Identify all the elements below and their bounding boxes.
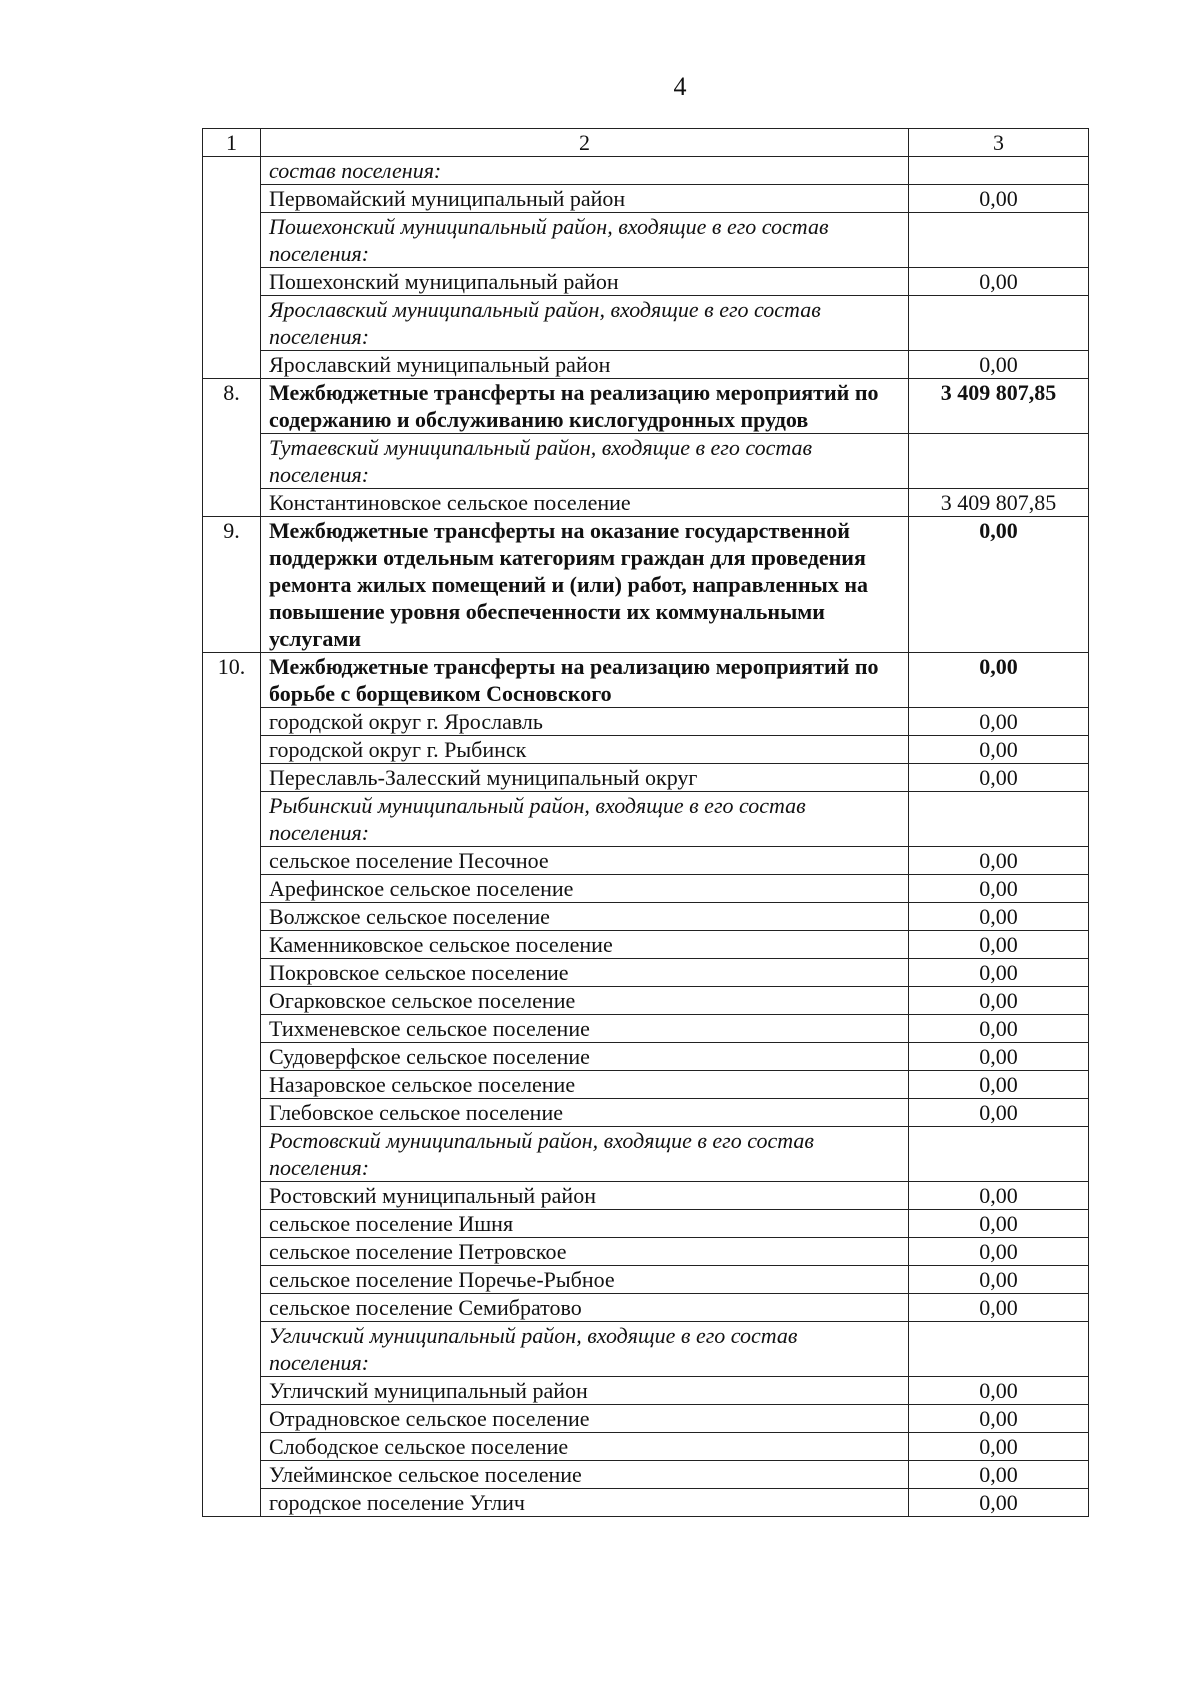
table-row [203, 959, 1089, 987]
table-row [203, 1461, 1089, 1489]
recipient-name: Покровское сельское поселение [261, 959, 909, 987]
amount-cell: 0,00 [909, 1433, 1089, 1461]
recipient-name: Судоверфское сельское поселение [261, 1043, 909, 1071]
amount-cell: 0,00 [909, 1266, 1089, 1294]
item-number: 10. [203, 653, 261, 1517]
recipient-name: Слободское сельское поселение [261, 1433, 909, 1461]
group-heading: состав поселения: [261, 157, 909, 185]
item-number: 9. [203, 517, 261, 653]
recipient-name: сельское поселение Ишня [261, 1210, 909, 1238]
amount-cell: 3 409 807,85 [909, 379, 1089, 434]
amount-cell: 0,00 [909, 1210, 1089, 1238]
amount-cell [909, 296, 1089, 351]
table-row [203, 1322, 1089, 1377]
recipient-name: Волжское сельское поселение [261, 903, 909, 931]
table-row [203, 792, 1089, 847]
budget-transfers-table [202, 128, 1089, 1517]
table-row [203, 1182, 1089, 1210]
table-row [203, 1043, 1089, 1071]
item-title: Межбюджетные трансферты на реализацию мероприятий по содержанию и обслуживанию кислогудронных прудов [261, 379, 909, 434]
amount-cell: 0,00 [909, 1043, 1089, 1071]
group-heading: Рыбинский муниципальный район, входящие в его состав поселения: [261, 792, 909, 847]
recipient-name: городской округ г. Ярославль [261, 708, 909, 736]
amount-cell: 0,00 [909, 1461, 1089, 1489]
table-row [203, 1377, 1089, 1405]
table-row [203, 708, 1089, 736]
table-row [203, 1266, 1089, 1294]
recipient-name: Назаровское сельское поселение [261, 1071, 909, 1099]
amount-cell: 0,00 [909, 764, 1089, 792]
table-row [203, 931, 1089, 959]
amount-cell [909, 157, 1089, 185]
recipient-name: Глебовское сельское поселение [261, 1099, 909, 1127]
recipient-name: городской округ г. Рыбинск [261, 736, 909, 764]
table-row [203, 1294, 1089, 1322]
recipient-name: Тихменевское сельское поселение [261, 1015, 909, 1043]
table-row [203, 1071, 1089, 1099]
recipient-name: Первомайский муниципальный район [261, 185, 909, 213]
table-row [203, 987, 1089, 1015]
table-row [203, 379, 1089, 434]
table-row [203, 351, 1089, 379]
recipient-name: Пошехонский муниципальный район [261, 268, 909, 296]
amount-cell: 0,00 [909, 736, 1089, 764]
table-row [203, 764, 1089, 792]
amount-cell: 0,00 [909, 1377, 1089, 1405]
amount-cell: 0,00 [909, 987, 1089, 1015]
table-row [203, 1238, 1089, 1266]
amount-cell: 0,00 [909, 1489, 1089, 1517]
recipient-name: Огарковское сельское поселение [261, 987, 909, 1015]
item-number [203, 157, 261, 379]
table-row [203, 157, 1089, 185]
table-header-row [203, 129, 1089, 157]
amount-cell: 0,00 [909, 1238, 1089, 1266]
amount-cell [909, 1322, 1089, 1377]
table-row [203, 1405, 1089, 1433]
table-body [203, 129, 1089, 1517]
column-2-header: 2 [261, 129, 909, 157]
table-row [203, 268, 1089, 296]
item-title: Межбюджетные трансферты на реализацию мероприятий по борьбе с борщевиком Сосновского [261, 653, 909, 708]
recipient-name: Угличский муниципальный район [261, 1377, 909, 1405]
amount-cell: 0,00 [909, 1294, 1089, 1322]
page-number: 4 [673, 72, 687, 101]
group-heading: Ярославский муниципальный район, входящие в его состав поселения: [261, 296, 909, 351]
recipient-name: Переславль-Залесский муниципальный округ [261, 764, 909, 792]
amount-cell [909, 213, 1089, 268]
amount-cell [909, 1127, 1089, 1182]
recipient-name: городское поселение Углич [261, 1489, 909, 1517]
table-row [203, 1489, 1089, 1517]
amount-cell: 0,00 [909, 1071, 1089, 1099]
table-row [203, 903, 1089, 931]
table-row [203, 1015, 1089, 1043]
item-number: 8. [203, 379, 261, 517]
recipient-name: Ярославский муниципальный район [261, 351, 909, 379]
amount-cell: 0,00 [909, 1015, 1089, 1043]
amount-cell [909, 792, 1089, 847]
column-1-header: 1 [203, 129, 261, 157]
recipient-name: Константиновское сельское поселение [261, 489, 909, 517]
table-row [203, 1099, 1089, 1127]
amount-cell: 0,00 [909, 1099, 1089, 1127]
table-row [203, 213, 1089, 268]
table-row [203, 517, 1089, 653]
group-heading: Угличский муниципальный район, входящие в его состав поселения: [261, 1322, 909, 1377]
recipient-name: сельское поселение Семибратово [261, 1294, 909, 1322]
amount-cell: 0,00 [909, 185, 1089, 213]
amount-cell: 0,00 [909, 1182, 1089, 1210]
amount-cell: 0,00 [909, 959, 1089, 987]
recipient-name: Улейминское сельское поселение [261, 1461, 909, 1489]
recipient-name: сельское поселение Поречье-Рыбное [261, 1266, 909, 1294]
amount-cell: 0,00 [909, 351, 1089, 379]
column-3-header: 3 [909, 129, 1089, 157]
amount-cell: 0,00 [909, 1405, 1089, 1433]
group-heading: Ростовский муниципальный район, входящие в его состав поселения: [261, 1127, 909, 1182]
table-row [203, 875, 1089, 903]
amount-cell: 0,00 [909, 517, 1089, 653]
amount-cell: 0,00 [909, 268, 1089, 296]
table-row [203, 185, 1089, 213]
table-row [203, 489, 1089, 517]
amount-cell: 0,00 [909, 847, 1089, 875]
table-row [203, 1210, 1089, 1238]
amount-cell: 0,00 [909, 653, 1089, 708]
table-row [203, 434, 1089, 489]
recipient-name: Ростовский муниципальный район [261, 1182, 909, 1210]
recipient-name: Арефинское сельское поселение [261, 875, 909, 903]
amount-cell: 0,00 [909, 903, 1089, 931]
amount-cell [909, 434, 1089, 489]
amount-cell: 3 409 807,85 [909, 489, 1089, 517]
table-row [203, 653, 1089, 708]
table-row [203, 296, 1089, 351]
group-heading: Тутаевский муниципальный район, входящие в его состав поселения: [261, 434, 909, 489]
table-row [203, 1433, 1089, 1461]
item-title: Межбюджетные трансферты на оказание государственной поддержки отдельным категориям граждан для проведения ремонта жилых помещений и (или) работ, направленных на повышение уровня обеспеченности их коммунальными услугами [261, 517, 909, 653]
table-row [203, 847, 1089, 875]
recipient-name: сельское поселение Песочное [261, 847, 909, 875]
amount-cell: 0,00 [909, 708, 1089, 736]
recipient-name: Отрадновское сельское поселение [261, 1405, 909, 1433]
amount-cell: 0,00 [909, 931, 1089, 959]
recipient-name: Каменниковское сельское поселение [261, 931, 909, 959]
amount-cell: 0,00 [909, 875, 1089, 903]
table-row [203, 736, 1089, 764]
table-row [203, 1127, 1089, 1182]
recipient-name: сельское поселение Петровское [261, 1238, 909, 1266]
group-heading: Пошехонский муниципальный район, входящие в его состав поселения: [261, 213, 909, 268]
